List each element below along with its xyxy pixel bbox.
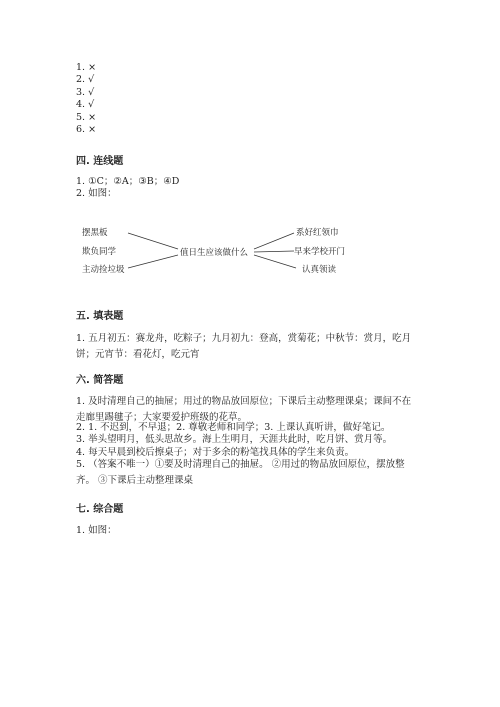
answer-paragraph: 5. （答案不唯一）①要及时清理自己的抽屉。 ②用过的物品放回原位，摆放整齐。 ③下课后主动整理课桌 — [76, 459, 405, 486]
answer-item: 1. × — [76, 62, 97, 73]
answer-line: 2. 1. 不迟到，不早退；2. 尊敬老师和同学；3. 上课认真听讲，做好笔记。 — [76, 422, 391, 433]
section-title-short-answer: 六. 简答题 — [76, 375, 124, 386]
left-node: 主动捡垃圾 — [82, 265, 125, 275]
answer-item: 4. √ — [76, 99, 95, 110]
match-line — [128, 255, 178, 268]
match-line — [254, 251, 294, 252]
answer-line: 4. 每天早晨到校后擦桌子；对于多余的粉笔找具体的学生来负责。 — [76, 447, 355, 458]
match-line — [254, 233, 294, 249]
answer-paragraph: 1. 五月初五：赛龙舟，吃粽子；九月初九：登高，赏菊花；中秋节：赏月，吃月饼；元宵节：看花灯，吃元宵 — [76, 333, 412, 360]
right-node: 认真领读 — [302, 265, 337, 275]
matching-diagram — [76, 218, 376, 290]
section-title-matching: 四. 连线题 — [76, 156, 124, 167]
answer-paragraph: 1. 及时清理自己的抽屉；用过的物品放回原位；下课后主动整理课桌；课间不在走廊里踢毽子；大家要爱护班级的花草。 — [76, 396, 412, 423]
left-node: 摆黑板 — [82, 228, 108, 238]
answer-item: 5. × — [76, 112, 97, 123]
answer-line: 2. 如图： — [76, 188, 117, 199]
center-node: 值日生应该做什么 — [180, 248, 249, 258]
answer-item: 6. × — [76, 124, 97, 135]
left-node: 欺负同学 — [82, 247, 117, 257]
right-node: 早来学校开门 — [294, 247, 346, 257]
section-title-fill-table: 五. 填表题 — [76, 311, 124, 322]
answer-line: 3. 举头望明月，低头思故乡。海上生明月，天涯共此时，吃月饼、赏月等。 — [76, 434, 393, 445]
section-title-comprehensive: 七. 综合题 — [76, 504, 124, 515]
answer-line: 1. 如图： — [76, 525, 117, 536]
match-line — [254, 255, 296, 268]
answer-line: 1. ①C；②A；③B；④D — [76, 176, 180, 187]
answer-item: 2. √ — [76, 74, 95, 85]
answer-item: 3. √ — [76, 87, 95, 98]
match-line — [128, 233, 178, 249]
right-node: 系好红领巾 — [296, 228, 339, 238]
